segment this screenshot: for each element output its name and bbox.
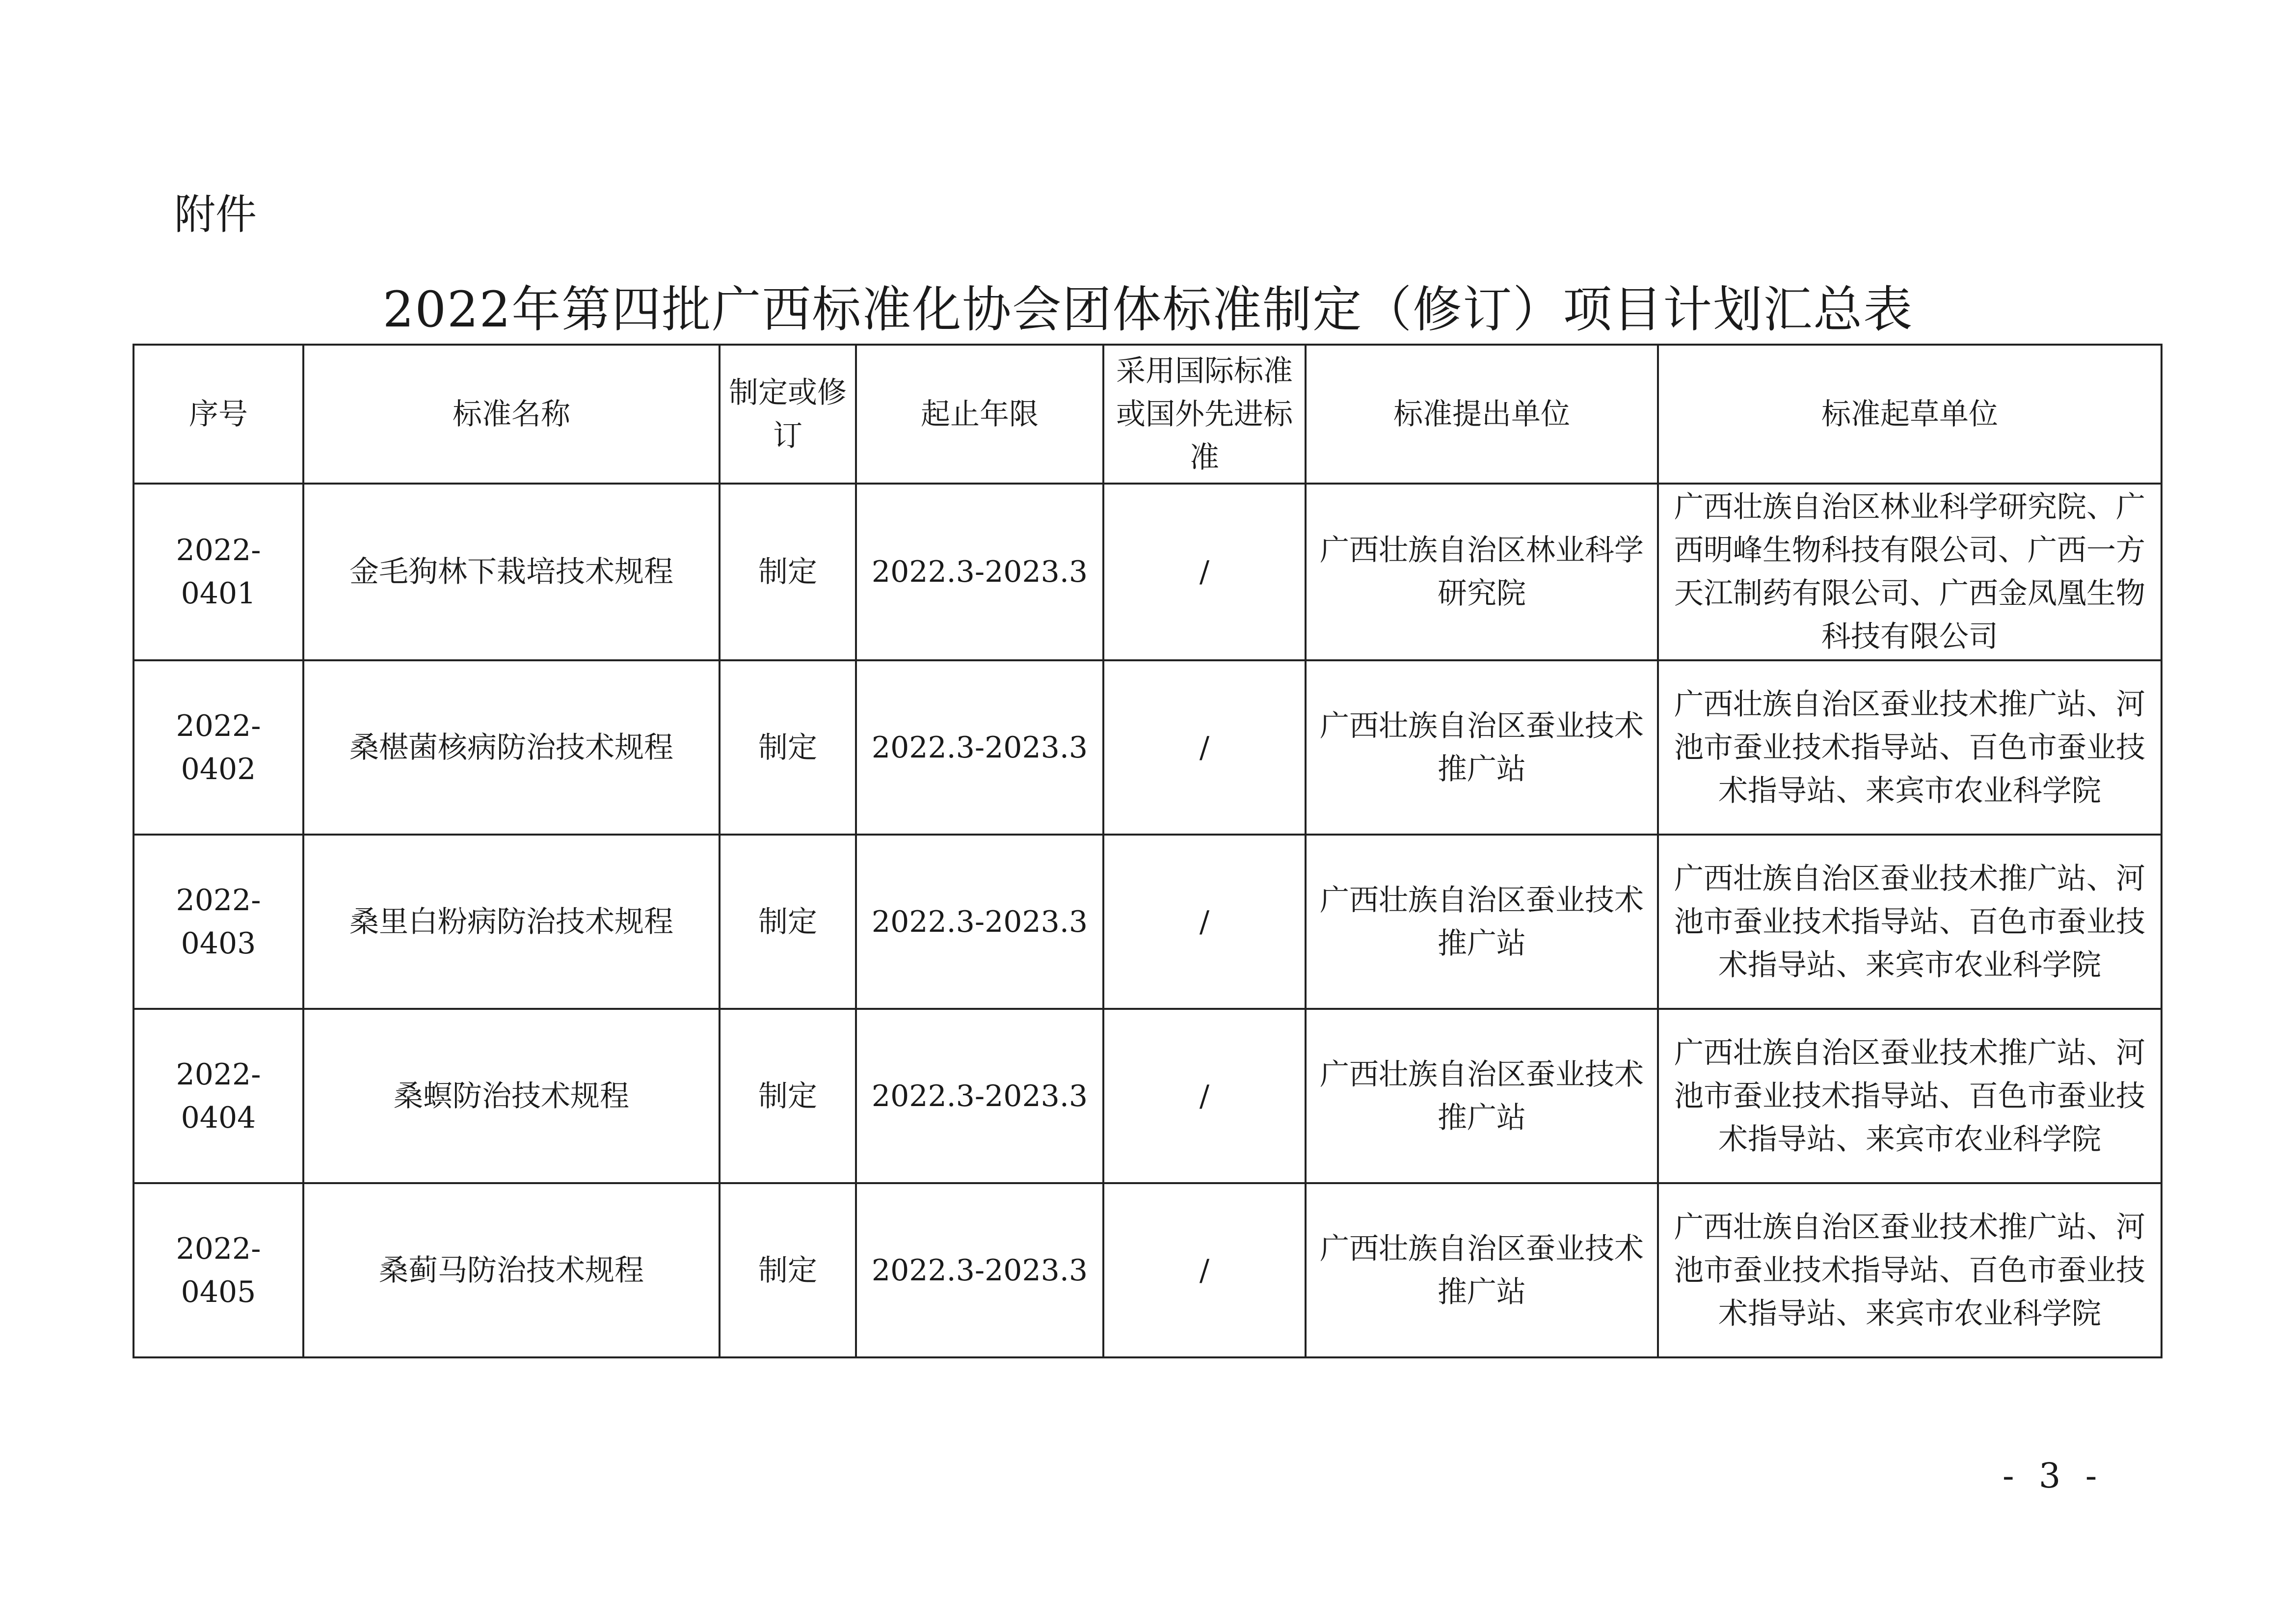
row-period: 2022.3-2023.3 bbox=[856, 1183, 1103, 1357]
row-proposing-unit: 广西壮族自治区蚕业技术推广站 bbox=[1306, 1009, 1658, 1183]
row-international-standard: / bbox=[1103, 660, 1306, 835]
row-proposing-unit: 广西壮族自治区蚕业技术推广站 bbox=[1306, 835, 1658, 1009]
row-international-standard: / bbox=[1103, 484, 1306, 660]
row-standard-name: 桑椹菌核病防治技术规程 bbox=[303, 660, 720, 835]
row-proposing-unit: 广西壮族自治区蚕业技术推广站 bbox=[1306, 1183, 1658, 1357]
page-title: 2022年第四批广西标准化协会团体标准制定（修订）项目计划汇总表 bbox=[382, 281, 1914, 338]
header-serial-number: 序号 bbox=[133, 345, 303, 484]
row-serial-number: 2022-0401 bbox=[133, 484, 303, 660]
table-row bbox=[133, 1183, 2162, 1357]
row-serial-number: 2022-0404 bbox=[133, 1009, 303, 1183]
table-row bbox=[133, 1009, 2162, 1183]
row-international-standard: / bbox=[1103, 835, 1306, 1009]
row-drafting-unit: 广西壮族自治区蚕业技术推广站、河池市蚕业技术指导站、百色市蚕业技术指导站、来宾市农业科学院 bbox=[1658, 1183, 2162, 1357]
attachment-label: 附件 bbox=[174, 190, 257, 239]
row-type: 制定 bbox=[720, 1183, 856, 1357]
row-serial-number: 2022-0402 bbox=[133, 660, 303, 835]
table-row bbox=[133, 835, 2162, 1009]
project-plan-table bbox=[133, 344, 2163, 1358]
row-proposing-unit: 广西壮族自治区蚕业技术推广站 bbox=[1306, 660, 1658, 835]
row-drafting-unit: 广西壮族自治区蚕业技术推广站、河池市蚕业技术指导站、百色市蚕业技术指导站、来宾市农业科学院 bbox=[1658, 835, 2162, 1009]
row-international-standard: / bbox=[1103, 1183, 1306, 1357]
table-row bbox=[133, 660, 2162, 835]
row-type: 制定 bbox=[720, 835, 856, 1009]
row-type: 制定 bbox=[720, 1009, 856, 1183]
row-serial-number: 2022-0405 bbox=[133, 1183, 303, 1357]
header-standard-name: 标准名称 bbox=[303, 345, 720, 484]
row-period: 2022.3-2023.3 bbox=[856, 660, 1103, 835]
row-period: 2022.3-2023.3 bbox=[856, 1009, 1103, 1183]
header-drafting-unit: 标准起草单位 bbox=[1658, 345, 2162, 484]
row-period: 2022.3-2023.3 bbox=[856, 484, 1103, 660]
row-proposing-unit: 广西壮族自治区林业科学研究院 bbox=[1306, 484, 1658, 660]
table-row bbox=[133, 484, 2162, 660]
row-drafting-unit: 广西壮族自治区林业科学研究院、广西明峰生物科技有限公司、广西一方天江制药有限公司、广西金凤凰生物科技有限公司 bbox=[1658, 484, 2162, 660]
row-standard-name: 桑里白粉病防治技术规程 bbox=[303, 835, 720, 1009]
row-international-standard: / bbox=[1103, 1009, 1306, 1183]
page-number: - 3 - bbox=[2002, 1456, 2104, 1496]
header-international-standard: 采用国际标准或国外先进标准 bbox=[1103, 345, 1306, 484]
row-standard-name: 桑蓟马防治技术规程 bbox=[303, 1183, 720, 1357]
row-drafting-unit: 广西壮族自治区蚕业技术推广站、河池市蚕业技术指导站、百色市蚕业技术指导站、来宾市农业科学院 bbox=[1658, 1009, 2162, 1183]
row-drafting-unit: 广西壮族自治区蚕业技术推广站、河池市蚕业技术指导站、百色市蚕业技术指导站、来宾市农业科学院 bbox=[1658, 660, 2162, 835]
row-type: 制定 bbox=[720, 660, 856, 835]
header-proposing-unit: 标准提出单位 bbox=[1306, 345, 1658, 484]
row-standard-name: 桑螟防治技术规程 bbox=[303, 1009, 720, 1183]
table-header-row bbox=[133, 345, 2162, 484]
row-period: 2022.3-2023.3 bbox=[856, 835, 1103, 1009]
header-formulate-or-revise: 制定或修订 bbox=[720, 345, 856, 484]
row-standard-name: 金毛狗林下栽培技术规程 bbox=[303, 484, 720, 660]
header-period: 起止年限 bbox=[856, 345, 1103, 484]
row-type: 制定 bbox=[720, 484, 856, 660]
row-serial-number: 2022-0403 bbox=[133, 835, 303, 1009]
